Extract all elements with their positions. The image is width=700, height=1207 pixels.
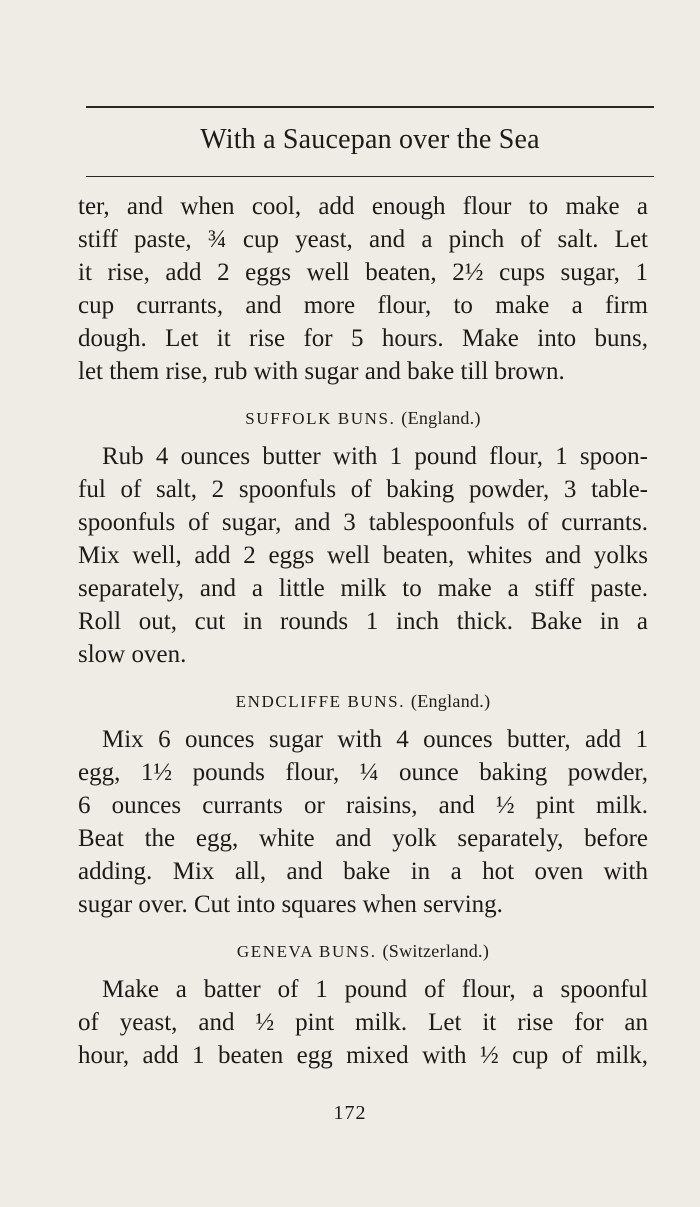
page-body	[78, 190, 648, 1072]
text-line: spoonfuls of sugar, and 3 tablespoonfuls of currants.	[78, 509, 648, 536]
text-line: ful of salt, 2 spoonfuls of baking powder, 3 table-	[78, 476, 648, 503]
text-line: Roll out, cut in rounds 1 inch thick. Bake in a	[78, 608, 648, 635]
recipe-heading-suffolk	[78, 406, 648, 430]
text-line: cup currants, and more flour, to make a firm	[78, 292, 648, 319]
text-line: let them rise, rub with sugar and bake till brown.	[78, 358, 565, 385]
text-line: it rise, add 2 eggs well beaten, 2½ cups sugar, 1	[78, 259, 648, 286]
text-line: adding. Mix all, and bake in a hot oven with	[78, 858, 648, 885]
text-line: sugar over. Cut into squares when serving.	[78, 891, 503, 918]
recipe-heading-endcliffe	[78, 689, 648, 713]
header-rule-bottom	[86, 176, 654, 177]
recipe-origin: (Switzerland.)	[382, 941, 490, 961]
text-line: dough. Let it rise for 5 hours. Make into buns,	[78, 325, 648, 352]
recipe-paragraph-suffolk	[78, 440, 648, 671]
text-line: stiff paste, ¾ cup yeast, and a pinch of salt. Let	[78, 226, 648, 253]
text-line: Beat the egg, white and yolk separately, before	[78, 825, 648, 852]
recipe-paragraph-geneva	[78, 973, 648, 1072]
text-line: separately, and a little milk to make a stiff paste.	[78, 575, 648, 602]
text-line: hour, add 1 beaten egg mixed with ½ cup of milk,	[78, 1042, 648, 1069]
text-line: slow oven.	[78, 641, 187, 668]
recipe-origin: (England.)	[410, 691, 491, 711]
running-head: With a Saucepan over the Sea	[200, 124, 540, 155]
recipe-title: ENDCLIFFE BUNS.	[235, 692, 406, 711]
text-line: Rub 4 ounces butter with 1 pound flour, 1 spoon-	[102, 443, 648, 470]
text-line: 6 ounces currants or raisins, and ½ pint milk.	[78, 792, 648, 819]
recipe-title: SUFFOLK BUNS.	[245, 409, 396, 428]
page-number: 172	[333, 1102, 367, 1124]
text-line: ter, and when cool, add enough flour to make a	[78, 193, 648, 220]
text-line: egg, 1½ pounds flour, ¼ ounce baking powder,	[78, 759, 648, 786]
text-line: of yeast, and ½ pint milk. Let it rise for an	[78, 1009, 648, 1036]
recipe-title: GENEVA BUNS.	[236, 942, 377, 961]
text-line: Mix 6 ounces sugar with 4 ounces butter, add 1	[102, 726, 648, 753]
recipe-paragraph-endcliffe	[78, 723, 648, 921]
recipe-origin: (England.)	[401, 408, 481, 428]
header-rule-top	[86, 106, 654, 108]
continuation-paragraph	[78, 190, 648, 388]
text-line: Make a batter of 1 pound of flour, a spoonful	[102, 976, 648, 1003]
text-line: Mix well, add 2 eggs well beaten, whites and yolks	[78, 542, 648, 569]
recipe-heading-geneva	[78, 939, 648, 963]
